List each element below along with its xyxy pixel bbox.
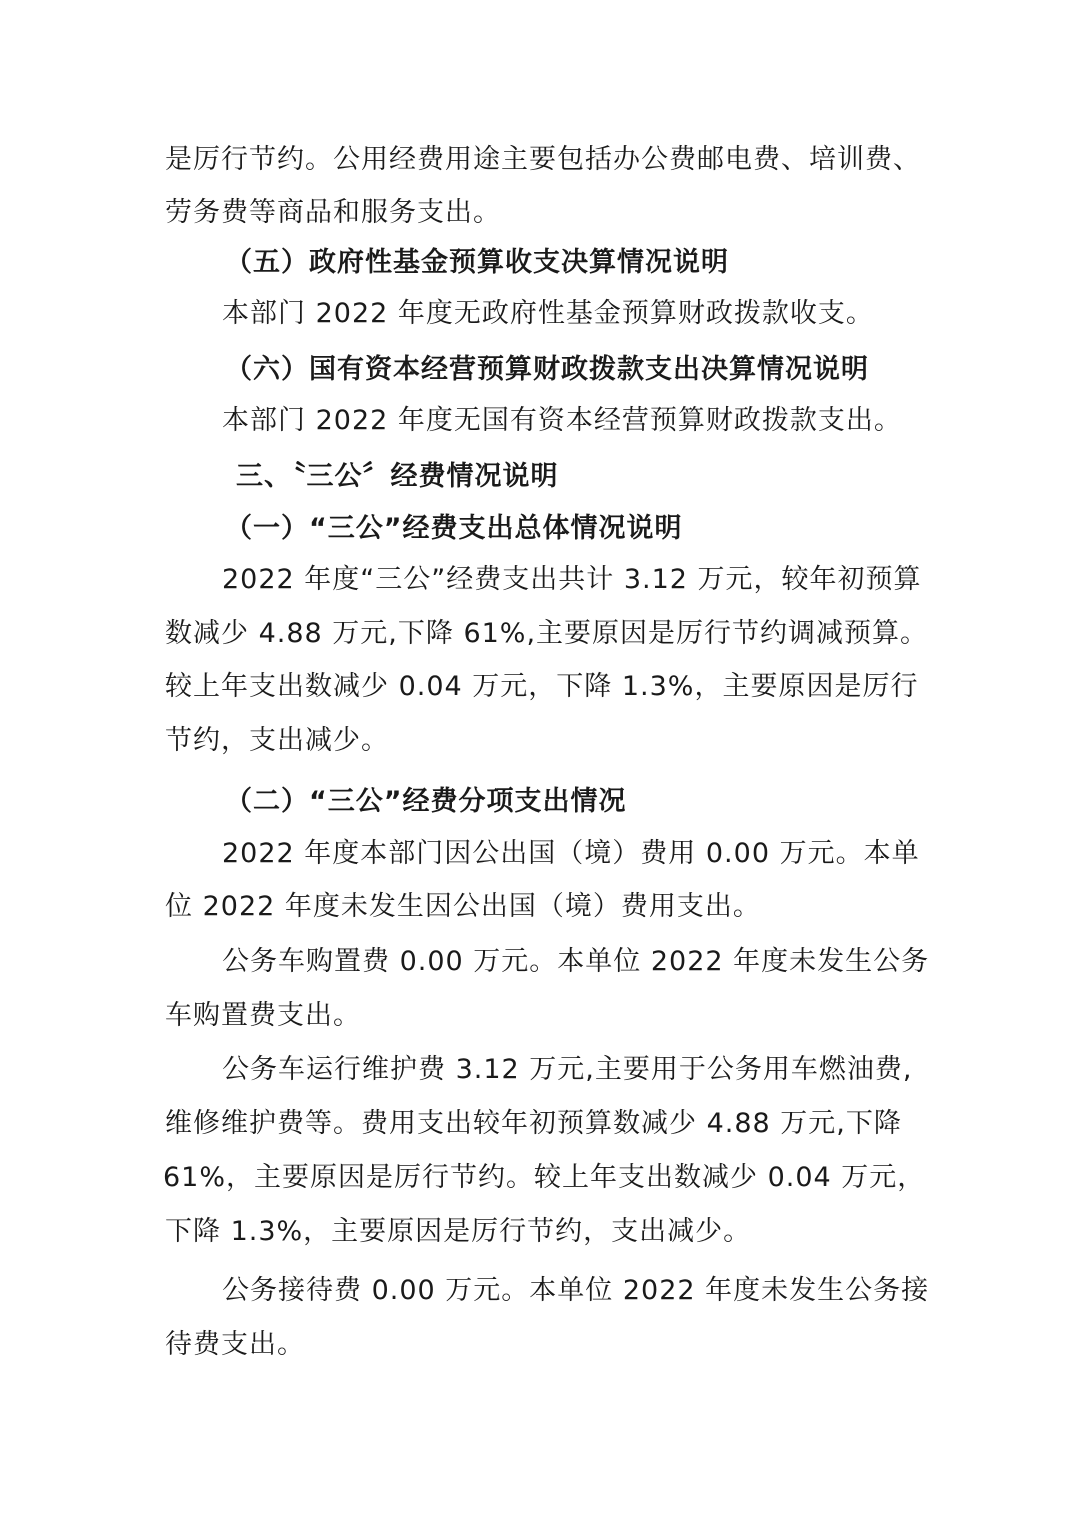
- body-text-line: 2022 年度本部门因公出国（境）费用 0.00 万元。本单: [222, 838, 920, 869]
- body-text-line: 本部门 2022 年度无国有资本经营预算财政拨款支出。: [222, 405, 902, 436]
- section-heading-1: （一）“三公”经费支出总体情况说明: [225, 513, 683, 544]
- body-text-line: 位 2022 年度未发生因公出国（境）费用支出。: [165, 891, 761, 922]
- body-text-line: 是厉行节约。公用经费用途主要包括办公费邮电费、培训费、: [165, 144, 921, 175]
- body-text-line: 2022 年度“三公”经费支出共计 3.12 万元，较年初预算: [222, 564, 922, 595]
- body-text-line: 劳务费等商品和服务支出。: [165, 197, 501, 228]
- body-text-line: 公务车购置费 0.00 万元。本单位 2022 年度未发生公务: [222, 946, 930, 977]
- body-text-line: 61%，主要原因是厉行节约。较上年支出数减少 0.04 万元，: [163, 1162, 926, 1193]
- body-text-line: 较上年支出数减少 0.04 万元，下降 1.3%，主要原因是厉行: [165, 671, 919, 702]
- body-text-line: 本部门 2022 年度无政府性基金预算财政拨款收支。: [222, 298, 874, 329]
- body-text-line: 数减少 4.88 万元,下降 61%,主要原因是厉行节约调减预算。: [165, 618, 929, 649]
- body-text-line: 待费支出。: [165, 1329, 305, 1360]
- section-heading-2: （二）“三公”经费分项支出情况: [225, 786, 627, 817]
- body-text-line: 公务接待费 0.00 万元。本单位 2022 年度未发生公务接: [222, 1275, 930, 1306]
- section-heading-5: （五）政府性基金预算收支决算情况说明: [225, 247, 729, 278]
- body-text-line: 维修维护费等。费用支出较年初预算数减少 4.88 万元,下降: [165, 1108, 902, 1139]
- section-heading-6: （六）国有资本经营预算财政拨款支出决算情况说明: [225, 354, 869, 385]
- chapter-heading-3: 三、〝三公〞经费情况说明: [236, 461, 559, 492]
- body-text-line: 公务车运行维护费 3.12 万元,主要用于公务用车燃油费,: [222, 1054, 913, 1085]
- body-text-line: 下降 1.3%，主要原因是厉行节约，支出减少。: [165, 1216, 752, 1247]
- body-text-line: 车购置费支出。: [165, 1000, 361, 1031]
- body-text-line: 节约，支出减少。: [165, 725, 389, 756]
